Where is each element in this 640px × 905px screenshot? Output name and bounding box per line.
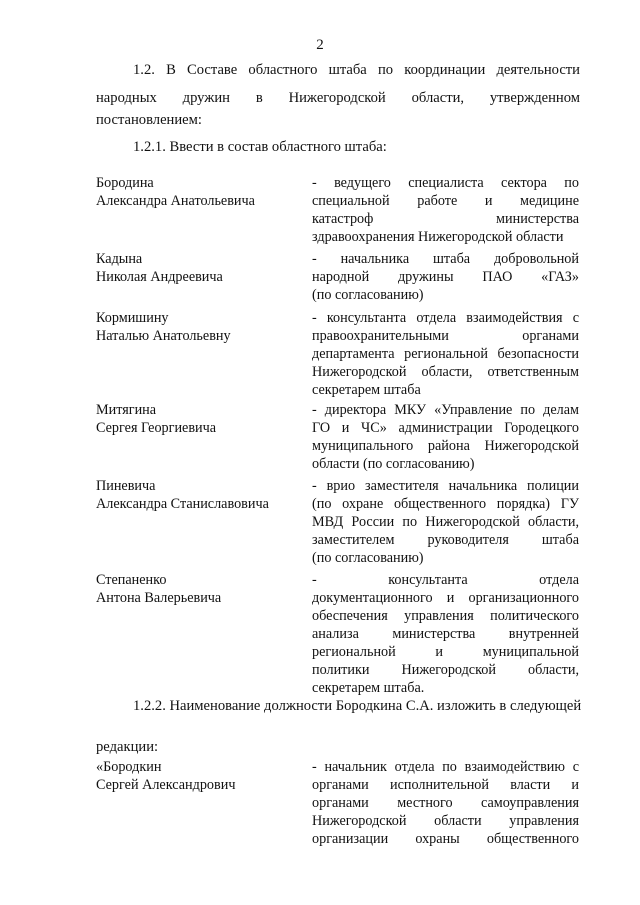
role-line: катастроф министерства <box>312 211 579 227</box>
role-line: организации охраны общественного <box>312 831 579 847</box>
role-line: секретарем штаба. <box>312 680 425 696</box>
role-line: секретарем штаба <box>312 382 421 398</box>
role-line: (по согласованию) <box>312 550 424 566</box>
member-role <box>312 571 579 697</box>
paragraph-1-2-2 <box>96 694 580 760</box>
role-line: муниципального района Нижегородской <box>312 438 579 454</box>
paragraph-line: постановлением: <box>96 112 202 128</box>
surname: Кадына <box>96 251 143 267</box>
role-line: анализа министерства внутренней <box>312 626 579 642</box>
role-line: (по охране общественного порядка) ГУ <box>312 496 579 512</box>
member-name <box>96 309 296 345</box>
member-name <box>96 250 296 286</box>
member-name <box>96 571 296 607</box>
role-line: департамента региональной безопасности <box>312 346 579 362</box>
paragraph-line: редакции: <box>96 739 159 755</box>
given-names: Антона Валерьевича <box>96 590 222 606</box>
role-line: правоохранительными органами <box>312 328 579 344</box>
member-role <box>312 174 579 246</box>
role-line: - начальник отдела по взаимодействию с <box>312 759 579 775</box>
role-line: - директора МКУ «Управление по делам <box>312 402 579 418</box>
given-names: Александра Анатольевича <box>96 193 255 209</box>
role-line: - консультанта отдела взаимодействия с <box>312 310 579 326</box>
role-line: - консультанта отдела <box>312 572 579 588</box>
paragraph-line: 1.2.2. Наименование должности Бородкина С.А. изложить в следующей <box>133 698 582 714</box>
role-line: органами местного самоуправления <box>312 795 579 811</box>
role-line: политики Нижегородской области, <box>312 662 579 678</box>
role-line: - врио заместителя начальника полиции <box>312 478 579 494</box>
role-line: региональной и муниципальной <box>312 644 579 660</box>
role-line: народной дружины ПАО «ГАЗ» <box>312 269 579 285</box>
role-line: органами исполнительной власти и <box>312 777 579 793</box>
role-line: области (по согласованию) <box>312 456 475 472</box>
member-name <box>96 477 296 513</box>
surname: Степаненко <box>96 572 167 588</box>
member-role <box>312 401 579 473</box>
paragraph-line: народных дружин в Нижегородской области, утвержденном <box>96 90 580 106</box>
given-names: Николая Андреевича <box>96 269 223 285</box>
surname: «Бородкин <box>96 759 162 775</box>
given-names: Сергея Георгиевича <box>96 420 217 436</box>
role-line: МВД России по Нижегородской области, <box>312 514 579 530</box>
member-role <box>312 250 579 304</box>
role-line: заместителем руководителя штаба <box>312 532 579 548</box>
surname: Пиневича <box>96 478 156 494</box>
role-line: обеспечения управления политического <box>312 608 579 624</box>
given-names: Александра Станиславовича <box>96 496 269 512</box>
role-line: Нижегородской области управления <box>312 813 579 829</box>
member-role <box>312 758 579 848</box>
member-name <box>96 174 296 210</box>
given-names: Сергей Александрович <box>96 777 236 793</box>
paragraph-line: 1.2. В Составе областного штаба по координации деятельности <box>133 62 580 78</box>
given-names: Наталью Анатольевну <box>96 328 231 344</box>
role-line: (по согласованию) <box>312 287 424 303</box>
member-name <box>96 758 296 794</box>
role-line: - начальника штаба добровольной <box>312 251 579 267</box>
member-role <box>312 477 579 567</box>
role-line: Нижегородской области, ответственным <box>312 364 579 380</box>
page-number: 2 <box>316 37 324 53</box>
surname: Митягина <box>96 402 157 418</box>
role-line: - ведущего специалиста сектора по <box>312 175 579 191</box>
paragraph-1-2 <box>96 58 580 129</box>
role-line: документационного и организационного <box>312 590 579 606</box>
member-role <box>312 309 579 399</box>
surname: Бородина <box>96 175 154 191</box>
role-line: специальной работе и медицине <box>312 193 579 209</box>
paragraph-1-2-1: 1.2.1. Ввести в состав областного штаба: <box>133 139 387 155</box>
role-line: ГО и ЧС» администрации Городецкого <box>312 420 579 436</box>
member-name <box>96 401 296 437</box>
surname: Кормишину <box>96 310 169 326</box>
role-line: здравоохранения Нижегородской области <box>312 229 564 245</box>
